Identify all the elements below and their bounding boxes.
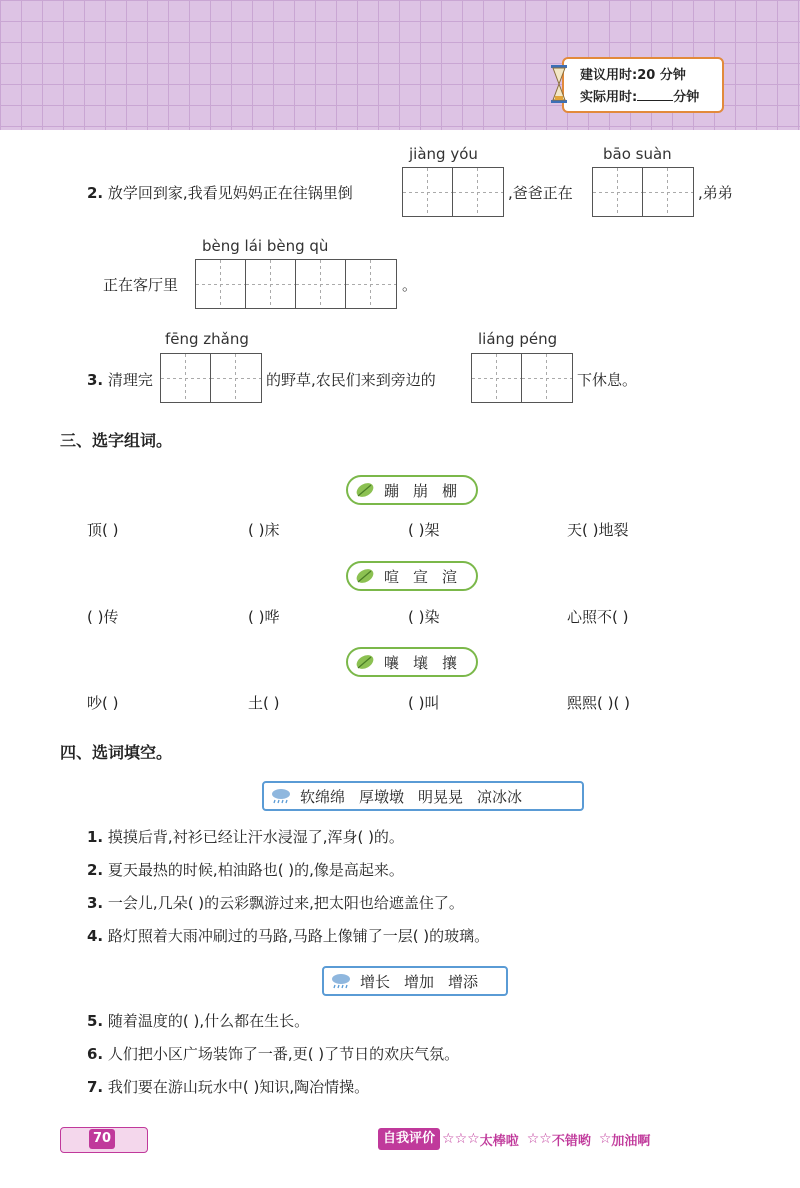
sentence-number: 1.: [87, 828, 104, 846]
char-option: 宣: [413, 567, 429, 586]
sentence-number: 7.: [87, 1078, 104, 1096]
sentence-text[interactable]: 夏天最热的时候,柏油路也( )的,像是高起来。: [107, 861, 404, 879]
sentence-7: [87, 1076, 369, 1097]
section3-title: 三、选字组词。: [60, 431, 173, 450]
rain-cloud-icon: [270, 787, 292, 805]
sentence-number: 2.: [87, 861, 104, 879]
sentence-text[interactable]: 一会儿,几朵( )的云彩飘游过来,把太阳也给遮盖住了。: [107, 894, 464, 912]
actual-time-blank[interactable]: [637, 100, 673, 101]
char-choices-3: [346, 647, 478, 677]
q3-text-3: 下休息。: [577, 371, 638, 389]
pinyin-liangpeng: liáng péng: [478, 330, 558, 348]
time-box: [562, 57, 724, 113]
word-choices-1: [262, 781, 584, 811]
sentence-2: [87, 859, 404, 880]
actual-time-unit: 分钟: [673, 90, 700, 105]
word-option: 明晃晃: [418, 787, 464, 806]
word-blank[interactable]: ( )床: [248, 521, 280, 539]
page-badge: [60, 1127, 148, 1153]
q2-line1: [87, 182, 353, 203]
q2-number: 2.: [87, 184, 104, 202]
tianzige-baosuan[interactable]: [592, 167, 694, 217]
q2-text-1: 放学回到家,我看见妈妈正在往锅里倒: [107, 184, 353, 202]
section4-title: 四、选词填空。: [60, 743, 173, 762]
leaf-icon: [354, 567, 376, 585]
word-blank[interactable]: 土( ): [248, 694, 280, 712]
rain-cloud-icon: [330, 972, 352, 990]
char-option: 崩: [413, 481, 429, 500]
q3-text-2: 的野草,农民们来到旁边的: [266, 371, 436, 389]
pinyin-fengzhang: fēng zhǎng: [165, 330, 249, 348]
tianzige-jiangyou[interactable]: [402, 167, 504, 217]
char-option: 渲: [442, 567, 458, 586]
sentence-number: 3.: [87, 894, 104, 912]
hourglass-icon: [550, 65, 568, 103]
char-choices-2: [346, 561, 478, 591]
leaf-icon: [354, 653, 376, 671]
star-icon[interactable]: ☆: [526, 1131, 540, 1147]
sentence-text[interactable]: 路灯照着大雨冲刷过的马路,马路上像铺了一层( )的玻璃。: [107, 927, 490, 945]
sentence-number: 6.: [87, 1045, 104, 1063]
sentence-number: 5.: [87, 1012, 104, 1030]
q2-text-4: 正在客厅里: [103, 276, 179, 294]
word-option: 软绵绵: [300, 787, 346, 806]
word-blank[interactable]: ( )染: [408, 608, 440, 626]
word-blank[interactable]: 心照不( ): [567, 608, 629, 626]
footer: [0, 1125, 800, 1155]
self-eval-label: 自我评价: [378, 1128, 440, 1150]
sentence-text[interactable]: 人们把小区广场装饰了一番,更( )了节日的欢庆气氛。: [107, 1045, 460, 1063]
sentence-5: [87, 1010, 309, 1031]
pinyin-benglaibengqu: bèng lái bèng qù: [202, 237, 329, 255]
word-blank[interactable]: ( )传: [87, 608, 119, 626]
word-option: 厚墩墩: [359, 787, 405, 806]
word-option: 凉冰冰: [477, 787, 523, 806]
word-blank[interactable]: ( )架: [408, 521, 440, 539]
word-choices-2: [322, 966, 508, 996]
page-number: 70: [89, 1129, 115, 1149]
sentence-text[interactable]: 随着温度的( ),什么都在生长。: [107, 1012, 310, 1030]
sentence-3: [87, 892, 464, 913]
leaf-icon: [354, 481, 376, 499]
word-blank[interactable]: 熙熙( )( ): [567, 694, 630, 712]
star-icon[interactable]: ☆: [539, 1131, 552, 1147]
sentence-text[interactable]: 摸摸后背,衬衫已经让汗水浸湿了,浑身( )的。: [107, 828, 404, 846]
word-blank[interactable]: 天( )地裂: [567, 521, 629, 539]
word-blank[interactable]: ( )叫: [408, 694, 440, 712]
word-blank[interactable]: 吵( ): [87, 694, 119, 712]
word-option: 增加: [404, 972, 435, 991]
level-good: 不错哟: [551, 1133, 591, 1149]
word-option: 增长: [360, 972, 391, 991]
q3-line: [87, 369, 153, 390]
star-icon[interactable]: ☆: [598, 1131, 612, 1147]
actual-time-label: 实际用时:: [580, 90, 638, 105]
word-blank[interactable]: 顶( ): [87, 521, 119, 539]
char-option: 蹦: [384, 481, 400, 500]
self-evaluation: [378, 1128, 658, 1150]
star-icon[interactable]: ☆: [442, 1131, 455, 1147]
char-option: 嚷: [384, 653, 400, 672]
star-icon[interactable]: ☆: [467, 1131, 480, 1147]
char-option: 喧: [384, 567, 400, 586]
header-grid-banner: [0, 0, 800, 130]
sentence-text[interactable]: 我们要在游山玩水中( )知识,陶冶情操。: [107, 1078, 370, 1096]
sentence-4: [87, 925, 489, 946]
tianzige-fengzhang[interactable]: [160, 353, 262, 403]
level-keep-going: 加油啊: [611, 1133, 651, 1149]
q3-number: 3.: [87, 371, 104, 389]
pinyin-baosuan: bāo suàn: [603, 145, 672, 163]
sentence-number: 4.: [87, 927, 104, 945]
sentence-6: [87, 1043, 459, 1064]
q3-text-1: 清理完: [107, 371, 153, 389]
tianzige-liangpeng[interactable]: [471, 353, 573, 403]
suggested-time: 建议用时:20 分钟: [580, 68, 686, 83]
actual-time: [580, 86, 699, 105]
char-option: 壤: [413, 653, 429, 672]
char-option: 攘: [442, 653, 458, 672]
q2-text-2: ,爸爸正在: [508, 184, 573, 202]
char-choices-1: [346, 475, 478, 505]
char-option: 棚: [442, 481, 458, 500]
tianzige-benglaibengqu[interactable]: [195, 259, 397, 309]
word-option: 增添: [448, 972, 479, 991]
sentence-1: [87, 826, 404, 847]
level-excellent: 太棒啦: [479, 1133, 519, 1149]
word-blank[interactable]: ( )哗: [248, 608, 280, 626]
pinyin-jiangyou: jiàng yóu: [409, 145, 478, 163]
q2-text-3: ,弟弟: [698, 184, 733, 202]
q2-text-5: 。: [402, 276, 418, 294]
star-icon[interactable]: ☆: [454, 1131, 468, 1147]
